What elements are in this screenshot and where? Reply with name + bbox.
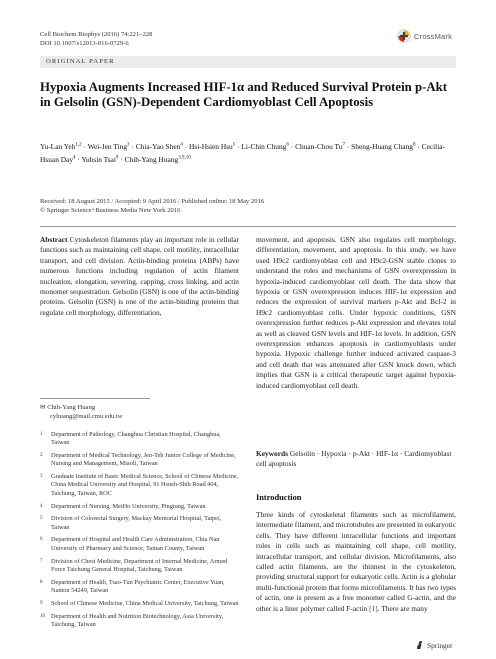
- author-affiliation-ref: 3: [127, 143, 130, 148]
- abstract-text-left: Cytoskeleton filaments play an important role in cellular functions such as maintaining cell shape, cell motility, intracellular transport, and cell division. Actin-binding proteins (ABPs) have numerous functions including regulation of actin filament nucleation, elongation, severing, capping, cross linking, and actin monomer sequestration. Gelsolin (GSN) is one of the actin-binding proteins. Gelsolin (GSN) is one of the actin-binding proteins that regulate cell morphology, differentiation,: [40, 235, 239, 317]
- affiliation-number: 8: [40, 579, 43, 585]
- author-name: Li-Chin Chung: [241, 142, 287, 152]
- affiliation-text: Department of Health, Tsao-Tun Psychiatric Center, Executive Yuan, Nantou 54249, Taiwan: [51, 578, 225, 594]
- abstract-right: movement, and apoptosis. GSN also regulates cell morphology, differentiation, movement, and apoptosis. In this study, we have used H9c2 cardiomyoblast cell and H9c2-GSN stable clones to understand the roles and mechanisms of GSN overexpression in hypoxia-induced cardiomyoblast cell death. The data show that hypoxia or GSN overexpression induces HIF-1α expression and reduces the expression of survival markers p-Akt and Bcl-2 in H9c2 cardiomyoblast cells. Under hypoxic conditions, GSN overexpression further reduces p-Akt expression and elevates total as well as cleaved GSN levels and HIF-1α levels. In addition, GSN overexpression enhances apoptosis in cardiomyoblasts under hypoxia. Hypoxic challenge further induced activated caspase-3 and cell death that was attenuated after GSN knock down, which implies that GSN is a critical therapeutic target against hypoxia-induced cardiomyoblast cell death.: [256, 235, 456, 390]
- keywords-text: Gelsolin · Hypoxia · p-Akt · HIF-1α · Cardiomyoblast cell apoptosis: [256, 449, 452, 469]
- author-name: Hsi-Hsien Hsu: [189, 142, 233, 152]
- affiliation: [40, 558, 239, 575]
- author-affiliation-ref: 4: [180, 143, 183, 148]
- crossmark-badge[interactable]: [397, 29, 452, 43]
- introduction-heading: Introduction: [256, 493, 302, 502]
- keywords-label: Keywords: [256, 449, 289, 458]
- author-name: Cecilia-Hsuan Day: [40, 142, 446, 164]
- author: [125, 155, 191, 164]
- affiliation-text: Department of Pathology, Changhua Christian Hospital, Changhua, Taiwan: [51, 431, 221, 447]
- affiliation-number: 6: [40, 537, 43, 543]
- introduction-text: [256, 510, 456, 614]
- keywords: [256, 449, 456, 470]
- dates-line: Received: 18 August 2015 / Accepted: 9 April 2016 / Published online: 18 May 2016: [40, 198, 265, 205]
- section-bar: [40, 56, 456, 68]
- affiliation-number: 4: [40, 503, 43, 509]
- publisher-mark: [415, 640, 452, 650]
- introduction-body: Three kinds of cytoskeletal filaments such as microfilament, intermediate filament, and microtubules are presented in eukaryotic cells. They have different intracellular functions and important roles in cells such as maintaining cell shape, cell motility, intracellular transport, and cellular division. Microfilaments, also called actin filaments, are the thinnest in the cytoskeleton, providing structural support for eukaryotic cells. Actin is a globular multi-functional protein that forms microfilaments. It has two types of actin, one is present as a free monomer called G-actin, and the other is a liner polymer called F-actin: [256, 510, 456, 613]
- citation-link[interactable]: [1]: [369, 603, 378, 613]
- introduction-tail: . There are many: [377, 603, 428, 613]
- author-separator: ·: [75, 154, 82, 164]
- footnote-divider: [40, 398, 150, 399]
- affiliation: [40, 503, 239, 511]
- author: [88, 142, 130, 151]
- affiliation: [40, 431, 239, 448]
- correspondence: [40, 403, 239, 421]
- author-separator: ·: [182, 142, 190, 152]
- springer-horse-icon: [415, 640, 424, 650]
- affiliation-text: Department of Nursing, MeiHo University, Pingtung, Taiwan: [51, 502, 206, 510]
- affiliation-number: 2: [40, 453, 43, 459]
- publication-dates: [40, 198, 456, 215]
- affiliation-number: 1: [40, 432, 43, 437]
- affiliation-number: 9: [40, 600, 43, 606]
- correspondence-email[interactable]: cyhuang@mail.cmu.edu.tw: [50, 413, 123, 420]
- affiliation-number: 7: [40, 558, 43, 564]
- copyright-line: © Springer Science+Business Media New York 2016: [40, 206, 181, 214]
- envelope-icon: ✉: [40, 404, 46, 411]
- author-name: Chih-Yang Huang: [124, 154, 179, 164]
- affiliation-text: Department of Medical Technology, Jen-Teh Junior College of Medicine, Nursing and Management, Miaoli, Taiwan: [51, 452, 236, 468]
- abstract-label: Abstract: [40, 235, 68, 244]
- author-separator: ·: [235, 142, 242, 152]
- author: [136, 142, 183, 151]
- affiliation: [40, 600, 239, 608]
- affiliation: [40, 452, 239, 469]
- author-affiliation-ref: 6: [286, 143, 289, 148]
- affiliation-text: Graduate Institute of Basic Medical Science, School of Chinese Medicine, China Medical University and Hospital, 91 Hsueh-Shih Road 404, Taichung, Taiwan, ROC: [51, 473, 239, 497]
- author-name: Sheng-Huang Chang: [351, 142, 413, 152]
- affiliation-number: 5: [40, 516, 43, 522]
- author-affiliation-ref: 9: [115, 155, 119, 161]
- author-affiliation-ref: 7: [342, 143, 345, 148]
- affiliation-text: Division of Colorectal Surgery, Mackay Memorial Hospital, Taipei, Taiwan: [51, 515, 222, 531]
- author-separator: ·: [81, 142, 88, 152]
- author-separator: ·: [345, 142, 352, 152]
- affiliation-text: Division of Chest Medicine, Department of Internal Medicine, Armed Force Taichung General Hospital, Taichung, Taiwan: [51, 557, 228, 573]
- publisher-name: Springer: [427, 640, 453, 650]
- author: [295, 142, 345, 151]
- author-name: Yuhsin Tsai: [81, 154, 116, 164]
- author-affiliation-ref: 4: [73, 155, 76, 161]
- author: [351, 142, 415, 151]
- author-separator: ·: [288, 142, 296, 152]
- affiliation-list: [40, 431, 239, 634]
- author-affiliation-ref: 5: [232, 143, 236, 148]
- affiliation-text: Department of Hospital and Health Care Administration, Chia Nan University of Pharmacy and Science, Tainan County, Taiwan: [51, 536, 220, 552]
- author: [40, 142, 82, 151]
- author-name: Chia-Yao Shen: [135, 142, 181, 152]
- divider: [40, 226, 456, 227]
- crossmark-icon: [397, 29, 411, 43]
- author-separator: ·: [415, 142, 422, 152]
- author-name: Chuan-Chou Tu: [295, 142, 343, 152]
- affiliation-number: 3: [40, 474, 43, 480]
- author-affiliation-ref: 3,9,10: [178, 155, 191, 161]
- affiliation-number: 10: [40, 613, 45, 619]
- author: [189, 142, 235, 151]
- affiliation: [40, 473, 239, 498]
- author: [81, 155, 118, 164]
- affiliation-text: Department of Health and Nutrition Biotechnology, Asia University, Taichung, Taiwan: [51, 612, 224, 628]
- affiliation-text: School of Chinese Medicine, China Medical University, Taichung, Taiwan: [51, 599, 239, 607]
- affiliation: [40, 536, 239, 553]
- author-affiliation-ref: 1,2: [75, 143, 82, 148]
- author-list: [40, 140, 456, 165]
- correspondence-name: Chih-Yang Huang: [47, 404, 96, 411]
- affiliation: [40, 613, 239, 630]
- author-separator: ·: [129, 142, 136, 152]
- affiliation: [40, 515, 239, 532]
- abstract-left: [40, 235, 239, 318]
- affiliation: [40, 579, 239, 596]
- author-affiliation-ref: 8: [412, 143, 416, 148]
- article-title: Hypoxia Augments Increased HIF-1α and Reduced Survival Protein p-Akt in Gelsolin (GSN)-Dependent Cardiomyoblast Cell Apoptosis: [40, 80, 447, 109]
- journal-citation: Cell Biochem Biophys (2016) 74:221–228: [40, 31, 153, 38]
- section-label: ORIGINAL PAPER: [46, 58, 115, 65]
- author: [241, 142, 288, 151]
- journal-header: [40, 30, 152, 48]
- author-name: Wei-Jen Ting: [87, 142, 128, 152]
- author-separator: ·: [118, 154, 125, 164]
- author-name: Yu-Lan Yeh: [40, 142, 76, 152]
- crossmark-label: CrossMark: [414, 31, 453, 41]
- doi-link[interactable]: DOI 10.1007/s12013-016-0729-6: [40, 40, 129, 47]
